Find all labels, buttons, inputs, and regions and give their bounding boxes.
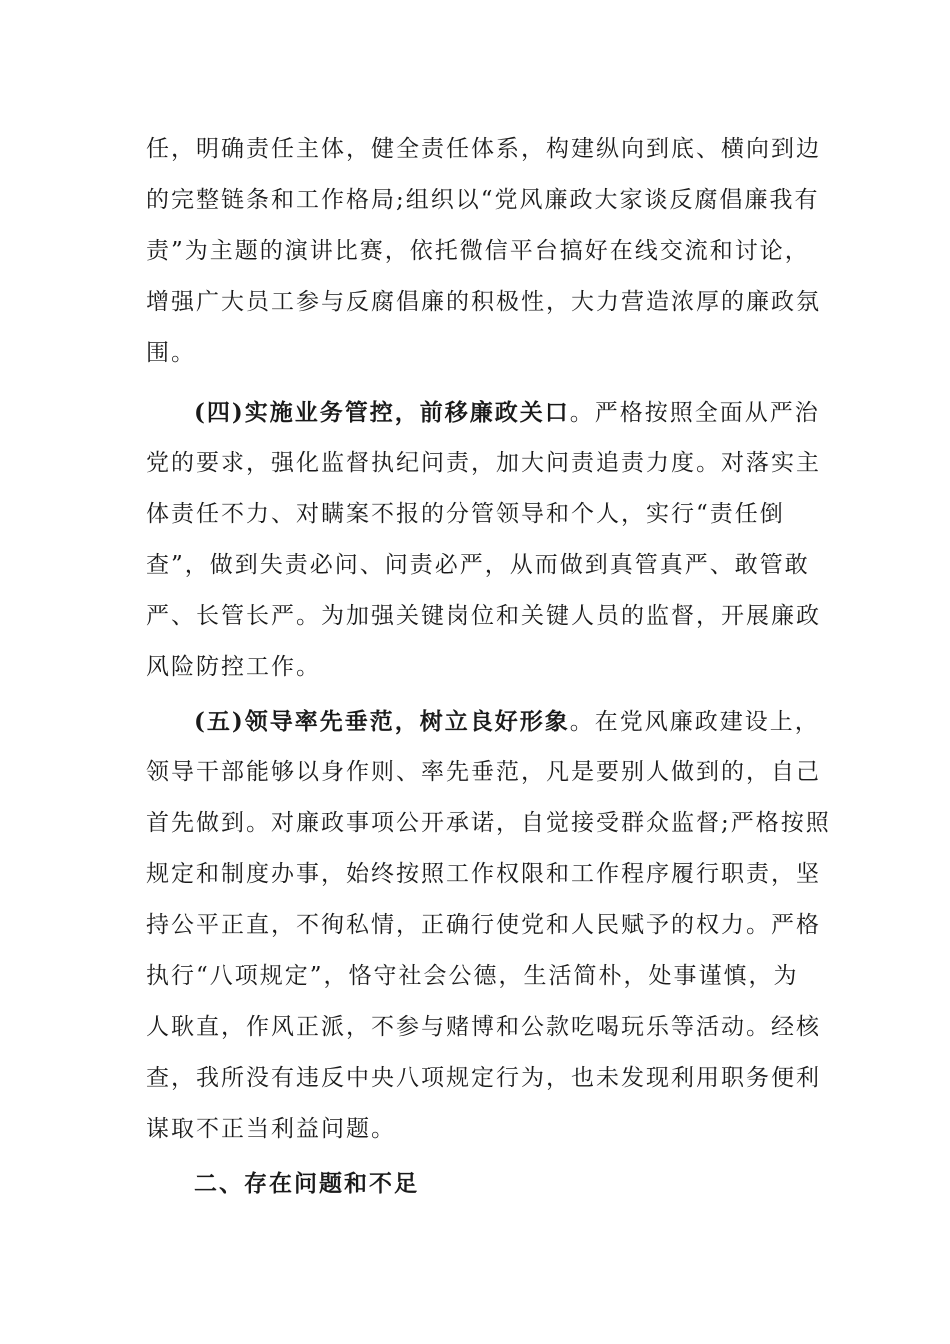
section-five-first-line — [146, 696, 820, 747]
section-five-first-line-rest: 。在党风廉政建设上， — [569, 709, 820, 735]
paragraph-line: 围。 — [146, 340, 196, 366]
paragraph-line: 增强广大员工参与反腐倡廉的积极性，大力营造浓厚的廉政氛 — [146, 289, 821, 315]
paragraph-line: 任，明确责任主体，健全责任体系，构建纵向到底、横向到边 — [146, 136, 821, 162]
paragraph-line: 的完整链条和工作格局;组织以“党风廉政大家谈反腐倡廉我有 — [146, 187, 820, 213]
section-two-heading-block — [146, 1159, 806, 1210]
section-four-first-line-rest: 。严格按照全面从严治 — [569, 400, 820, 426]
paragraph-line: 责”为主题的演讲比赛，依托微信平台搞好在线交流和讨论， — [146, 238, 810, 264]
paragraph-line: 查”，做到失责必问、问责必严，从而做到真管真严、敢管敢 — [146, 552, 810, 578]
section-four-paragraph — [146, 387, 821, 693]
section-five-title: (五)领导率先垂范，树立良好形象 — [194, 708, 570, 735]
paragraph-line: 党的要求，强化监督执纪问责，加大问责追责力度。对落实主 — [146, 450, 821, 476]
paragraph-line: 风险防控工作。 — [146, 654, 321, 680]
continued-paragraph — [146, 124, 821, 379]
paragraph-line: 持公平正直，不徇私情，正确行使党和人民赋予的权力。严格 — [146, 912, 821, 938]
paragraph-line: 严、长管长严。为加强关键岗位和关键人员的监督，开展廉政 — [146, 603, 821, 629]
paragraph-line: 谋取不正当利益问题。 — [146, 1116, 396, 1142]
paragraph-line: 体责任不力、对瞒案不报的分管领导和个人，实行“责任倒 — [146, 501, 785, 527]
section-four-title: (四)实施业务管控，前移廉政关口 — [194, 399, 570, 426]
paragraph-line: 执行“八项规定”，恪守社会公德，生活简朴，处事谨慎，为 — [146, 963, 799, 989]
section-five-paragraph — [146, 696, 831, 1155]
paragraph-line: 查，我所没有违反中央八项规定行为，也未发现利用职务便利 — [146, 1065, 821, 1091]
paragraph-line: 人耿直，作风正派，不参与赌博和公款吃喝玩乐等活动。经核 — [146, 1014, 821, 1040]
section-two-heading: 二、存在问题和不足 — [194, 1171, 419, 1197]
section-four-first-line — [146, 387, 820, 438]
paragraph-line: 规定和制度办事，始终按照工作权限和工作程序履行职责，坚 — [146, 861, 821, 887]
paragraph-line: 首先做到。对廉政事项公开承诺，自觉接受群众监督;严格按照 — [146, 810, 831, 836]
paragraph-line: 领导干部能够以身作则、率先垂范，凡是要别人做到的，自己 — [146, 759, 821, 785]
